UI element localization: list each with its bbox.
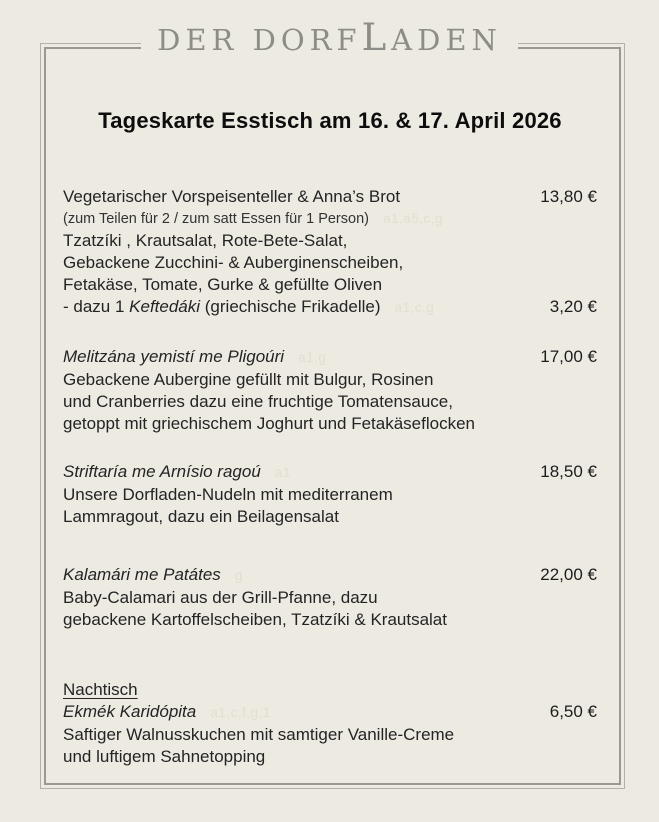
logo-text-pre: DER DORF <box>157 23 362 57</box>
dish-text <box>63 461 291 484</box>
dish-text <box>63 484 393 506</box>
logo-text-post: ADEN <box>391 23 502 57</box>
menu-item <box>63 461 597 528</box>
menu-item <box>63 679 597 768</box>
dish-text <box>63 230 347 252</box>
menu-row <box>63 746 597 768</box>
menu-row <box>63 724 597 746</box>
allergen-codes: a1,c,g <box>394 300 435 315</box>
dish-text <box>63 746 265 768</box>
dish-text <box>63 296 434 319</box>
dish-description: Fetakäse, Tomate, Gurke & gefüllte Oliven <box>63 275 383 294</box>
menu-row <box>63 461 597 484</box>
menu-row <box>63 679 597 701</box>
dish-text <box>63 274 382 296</box>
dish-name-greek: Kalamári me Patátes <box>63 565 221 584</box>
price-label: 22,00 € <box>540 565 597 584</box>
dish-name-greek: Striftaría me Arnísio ragoú <box>63 462 261 481</box>
dish-text <box>63 506 339 528</box>
dish-text <box>63 587 378 609</box>
dish-text <box>63 369 433 391</box>
menu-items <box>63 186 597 768</box>
dish-text <box>63 252 403 274</box>
page-title: Tageskarte Esstisch am 16. & 17. April 2026 <box>98 108 562 133</box>
menu-item <box>63 186 597 319</box>
price-label: 13,80 € <box>540 187 597 206</box>
menu-row <box>63 274 597 296</box>
menu-row <box>63 564 597 587</box>
dish-description: und luftigem Sahnetopping <box>63 747 266 766</box>
dish-description: Baby-Calamari aus der Grill-Pfanne, dazu <box>63 588 378 607</box>
logo-text-tall-l: L <box>361 16 392 59</box>
menu-row <box>63 186 597 208</box>
price-label: 6,50 € <box>549 702 597 721</box>
dish-text <box>63 186 400 208</box>
dish-name-greek: Melitzána yemistí me Pligoúri <box>63 347 285 366</box>
dish-text <box>63 208 443 230</box>
price-label: 18,50 € <box>540 462 597 481</box>
logo-band <box>0 18 659 60</box>
dish-description: gebackene Kartoffelscheiben, Tzatzíki & Krautsalat <box>63 610 447 629</box>
dish-name-greek: Ekmék Karidópita <box>63 702 197 721</box>
dish-name-greek: Keftedáki <box>129 297 201 316</box>
dish-description: - dazu 1 <box>63 297 130 316</box>
dish-text <box>63 724 454 746</box>
menu-row <box>63 609 597 631</box>
menu-item <box>63 564 597 631</box>
dish-text <box>63 346 326 369</box>
allergen-codes: a1,c,f,g,1 <box>210 705 271 720</box>
menu-content <box>63 49 597 768</box>
dish-text <box>63 564 243 587</box>
menu-row <box>63 484 597 506</box>
section-heading: Nachtisch <box>63 680 138 699</box>
menu-item <box>63 346 597 435</box>
dish-text <box>63 679 138 701</box>
dish-text <box>63 413 475 435</box>
menu-row <box>63 230 597 252</box>
dish-description: (zum Teilen für 2 / zum satt Essen für 1 Person) <box>63 211 369 227</box>
restaurant-logo <box>141 18 518 60</box>
allergen-codes: a1 <box>274 465 291 480</box>
menu-row <box>63 208 597 230</box>
dish-text <box>63 391 453 413</box>
menu-row <box>63 252 597 274</box>
menu-row <box>63 587 597 609</box>
price-label: 3,20 € <box>549 297 597 316</box>
dish-description: (griechische Frikadelle) <box>200 297 381 316</box>
dish-description: und Cranberries dazu eine fruchtige Tomatensauce, <box>63 392 453 411</box>
price-label: 17,00 € <box>540 347 597 366</box>
dish-description: Tzatzíki , Krautsalat, Rote-Bete-Salat, <box>63 231 348 250</box>
menu-row <box>63 296 597 319</box>
menu-row <box>63 701 597 724</box>
menu-row <box>63 506 597 528</box>
dish-description: Gebackene Zucchini- & Auberginenscheiben, <box>63 253 404 272</box>
dish-description: Vegetarischer Vorspeisenteller & Anna’s Brot <box>63 187 401 206</box>
menu-row <box>63 413 597 435</box>
dish-description: Unsere Dorfladen-Nudeln mit mediterranem <box>63 485 393 504</box>
dish-description: Saftiger Walnusskuchen mit samtiger Vanille-Creme <box>63 725 455 744</box>
menu-row <box>63 391 597 413</box>
dish-description: getoppt mit griechischem Joghurt und Fetakäseflocken <box>63 414 476 433</box>
allergen-codes: g <box>234 568 243 583</box>
dish-text <box>63 701 271 724</box>
menu-row <box>63 369 597 391</box>
dish-description: Gebackene Aubergine gefüllt mit Bulgur, Rosinen <box>63 370 434 389</box>
menu-row <box>63 346 597 369</box>
allergen-codes: a1,a5,c,g <box>382 211 444 226</box>
dish-text <box>63 609 447 631</box>
dish-description: Lammragout, dazu ein Beilagensalat <box>63 507 339 526</box>
allergen-codes: a1,g <box>298 350 327 365</box>
